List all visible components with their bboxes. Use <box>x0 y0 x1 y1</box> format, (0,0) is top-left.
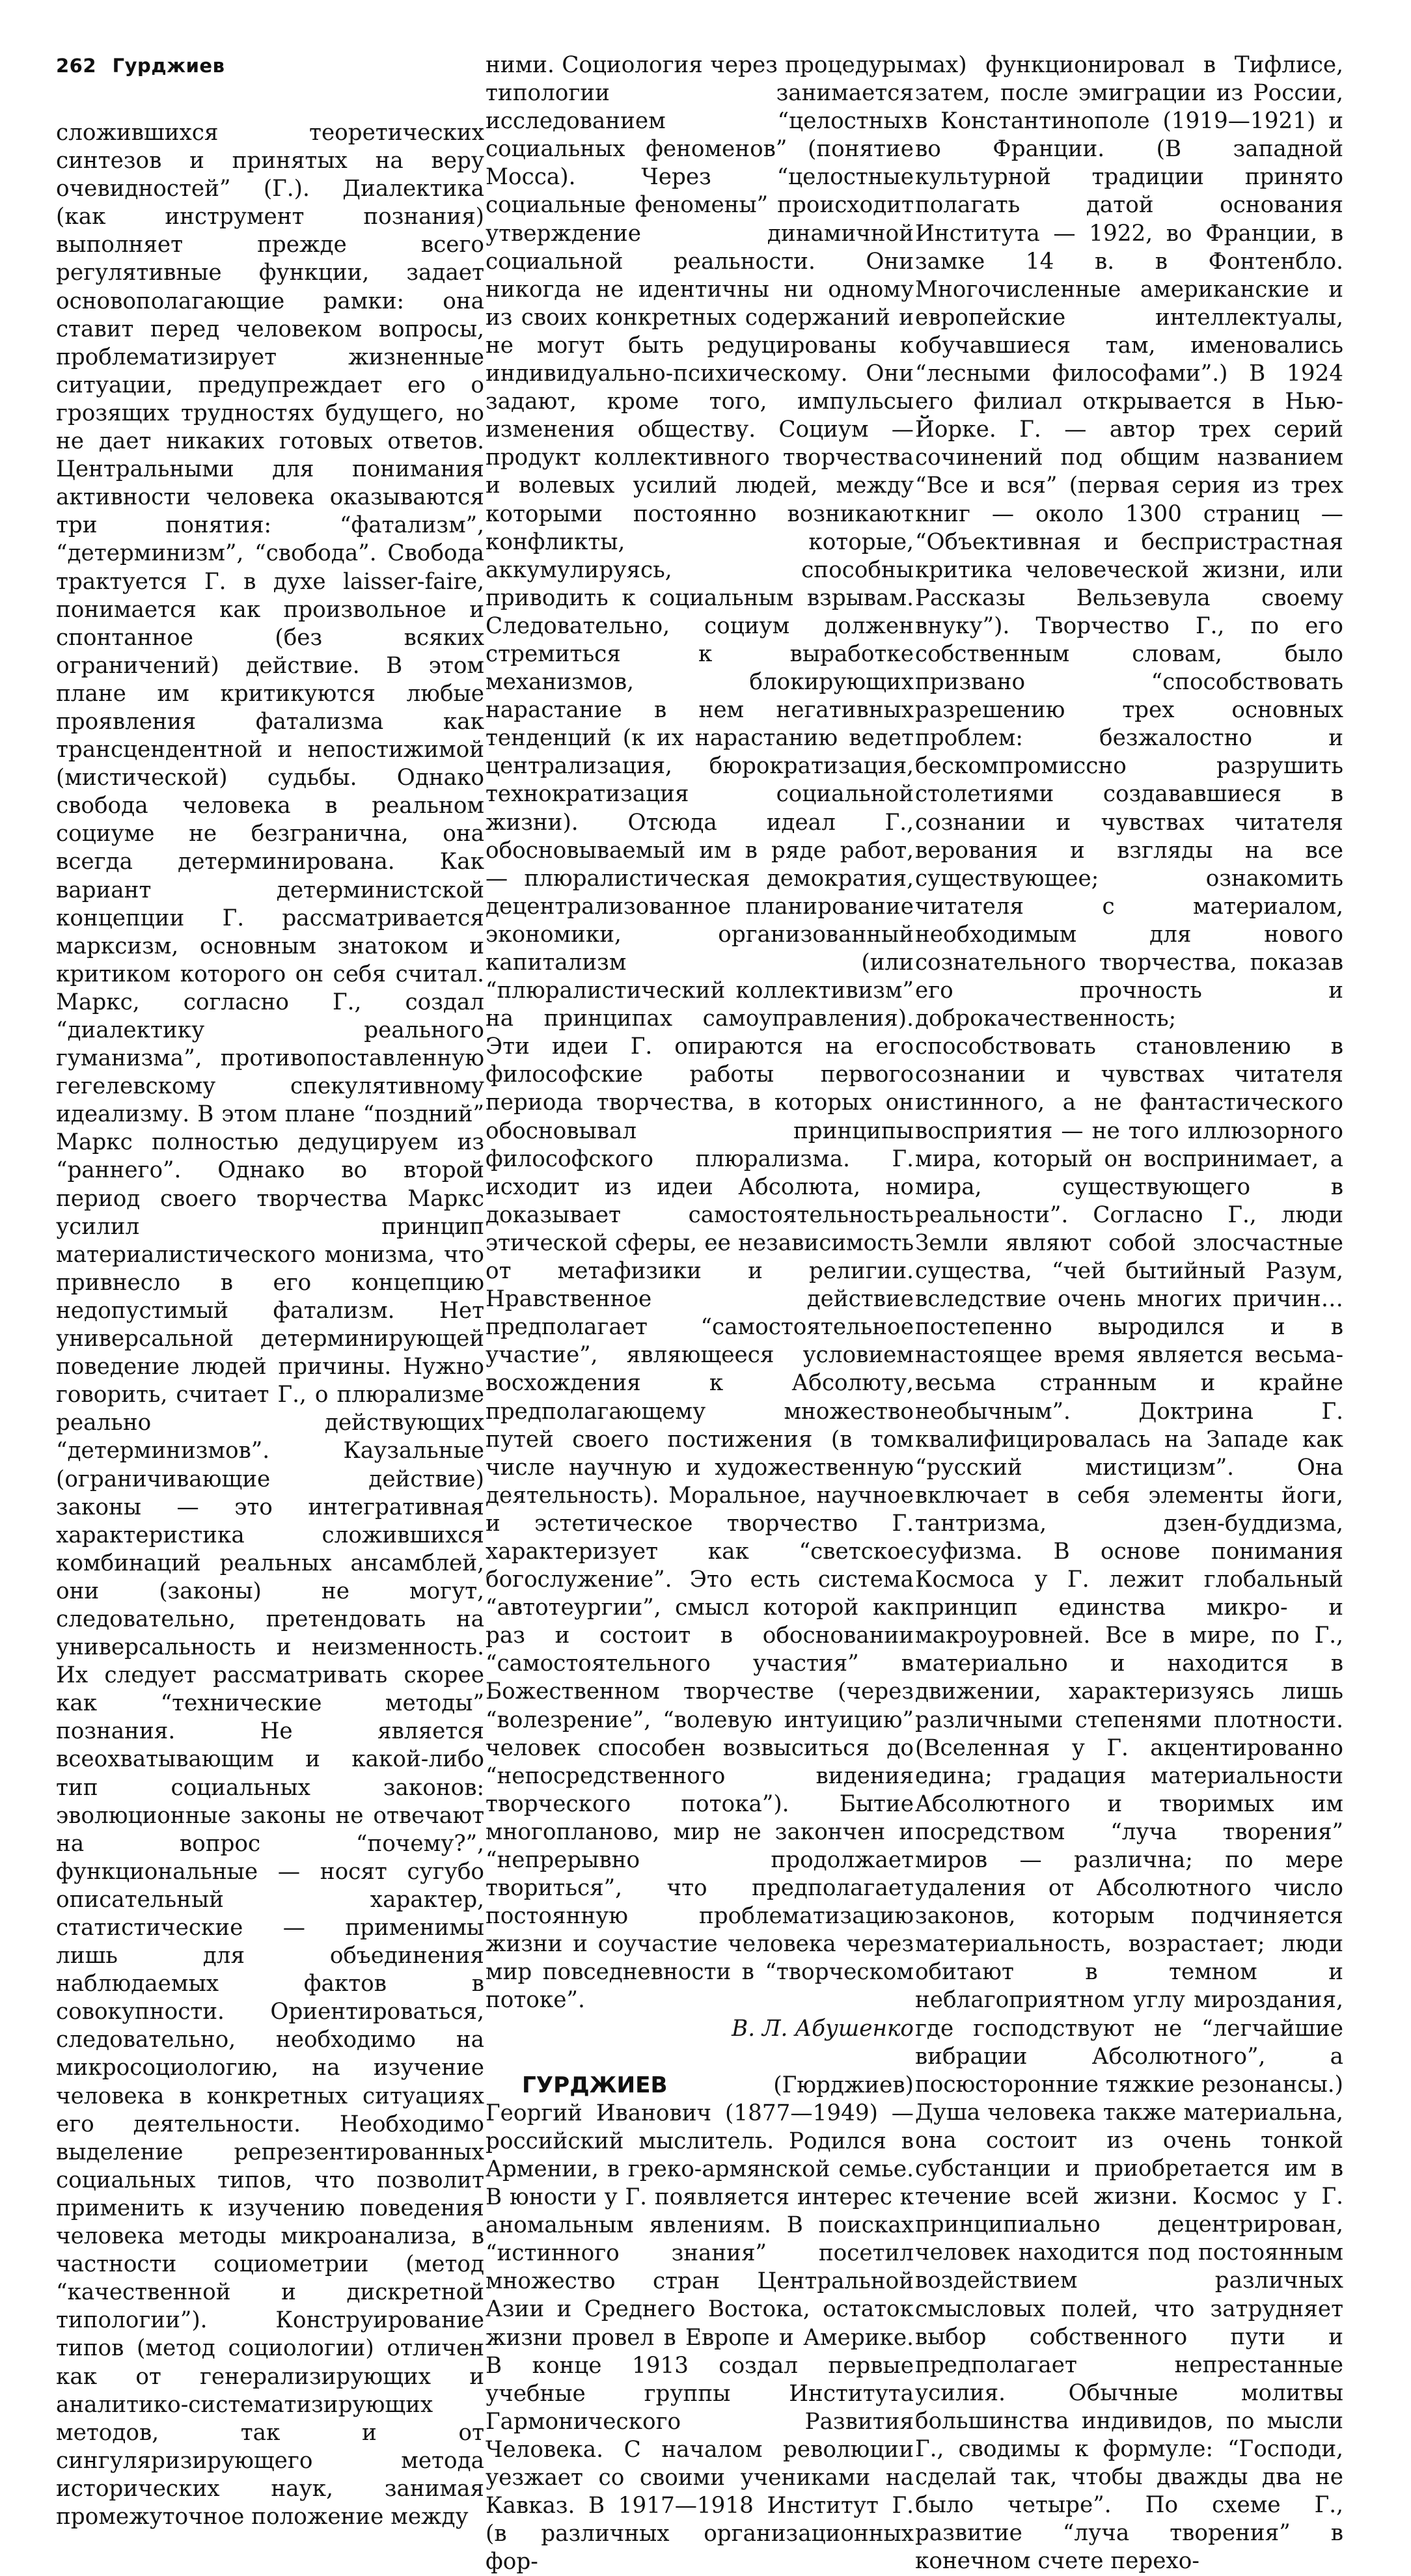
page-number: 262 <box>56 55 97 77</box>
entry-separator <box>486 2043 914 2072</box>
running-head <box>56 55 225 77</box>
text-column-right <box>915 51 1343 2575</box>
column-text: ними. Социология через процедуры типологии занимается исследованием “целостных социальных феноменов” (понятие Мосса). Через “целостные социальные феномены” происходит утверждение динамичной социальной реальности. Они никогда не идентичны ни одному из своих конкретных содержаний и не могут быть редуцированы к индивидуально-психическому. Они задают, кроме того, импульсы изменения обществу. Социум — продукт коллективного творчества и волевых усилий людей, между которыми постоянно возникают конфликты, которые, аккумулируясь, способны приводить к социальным взрывам. Следовательно, социум должен стремиться к выработке механизмов, блокирующих нарастание в нем негативных тенденций (к их нарастанию ведет централизация, бюрократизация, технократизация социальной жизни). Отсюда идеал Г., обосновываемый им в ряде работ, — плюралистическая демократия, децентрализованное планирование экономики, организованный капитализм (или “плюралистический коллективизм” на принципах самоуправления). Эти идеи Г. опираются на его философские работы первого периода творчества, в которых он обосновывал принципы философского плюрализма. Г. исходит из идеи Абсолюта, но доказывает самостоятельность этической сферы, ее независимость от метафизики и религии. Нравственное действие предполагает “самостоятельное участие”, являющееся условием восхождения к Абсолюту, предполагающему множество путей своего постижения (в том числе научную и художественную деятельность). Моральное, научное и эстетическое творчество Г. характеризует как “светское богослужение”. Это есть система “автотеургии”, смысл которой как раз и состоит в обосновании “самостоятельного участия” в Божественном творчестве (через “волезрение”, “волевую интуицию” человек способен возвыситься до “непосредственного видения творческого потока”). Бытие многопланово, мир не закончен и “непрерывно продолжает твориться”, что предполагает постоянную проблематизацию жизни и соучастие человека через мир повседневности в “творческом потоке”. <box>486 52 914 2014</box>
text-column-middle <box>486 51 914 2576</box>
column-text: мах) функционировал в Тифлисе, затем, после эмиграции из России, в Константинополе (1919—1921) и во Франции. (В западной культурной традиции принято полагать датой основания Института — 1922, во Франции, в замке 14 в. в Фонтенбло. Многочисленные американские и европейские интеллектуалы, обучавшиеся там, именовались “лесными философами”.) В 1924 его филиал открывается в Нью-Йорке. Г. — автор трех серий сочинений под общим названием “Все и вся” (первая серия из трех книг — около 1300 страниц — “Объективная и беспристрастная критика человеческой жизни, или Рассказы Вельзевула своему внуку”). Творчество Г., по его собственным словам, было призвано “способствовать разрешению трех основных проблем: безжалостно и бескомпромиссно разрушить столетиями создававшиеся в сознании и чувствах читателя верования и взгляды на все существующее; ознакомить читателя с материалом, необходимым для нового сознательного творчества, показав его прочность и доброкачественность; способствовать становлению в сознании и чувствах читателя истинного, а не фантастического восприятия — не того иллюзорного мира, который он воспринимает, а мира, существующего в реальности”. Согласно Г., люди Земли являют собой злосчастные существа, “чей бытийный Разум, вследствие очень многих причин… постепенно выродился и в настоящее время является весьма-весьма странным и крайне необычным”. Доктрина Г. квалифицировалась на Западе как “русский мистицизм”. Она включает в себя элементы йоги, тантризма, дзен-буддизма, суфизма. В основе понимания Космоса у Г. лежит глобальный принцип единства микро- и макроуровней. Все в мире, по Г., материально и находится в движении, характеризуясь лишь различными степенями плотности. (Вселенная у Г. акцентированно едина; градация материальности Абсолютного и творимых им посредством “луча творения” миров — различна; по мере удаления от Абсолютного число законов, которым подчиняется материальность, возрастает; люди обитают в темном и неблагоприятном углу мироздания, где господствуют не “легчайшие вибрации Абсолютного”, а посюсторонние тяжкие резонансы.) Душа человека также материальна, она состоит из очень тонкой субстанции и приобретается им в течение всей жизни. Космос у Г. принципиально децентрирован, человек находится под постоянным воздействием различных смысловых полей, что затрудняет выбор собственного пути и предполагает непрестанные усилия. Обычные молитвы большинства индивидов, по мысли Г., сводимы к формуле: “Господи, сделай так, чтобы дважды два не было четыре”. По схеме Г., развитие “луча творения” в конечном счете перехо- <box>915 52 1343 2575</box>
entry-text: (Гюрджиев) Георгий Иванович (1877—1949) — российский мыслитель. Родился в Армении, в греко-армянской семье. В юности у Г. появляется интерес к аномальным явлениям. В поисках “истинного знания” посетил множество стран Центральной Азии и Среднего Востока, остаток жизни провел в Европе и Америке. В конце 1913 создал первые учебные группы Института Гармонического Развития Человека. С началом революции уезжает со своими учениками на Кавказ. В 1917—1918 Институт Г. (в различных организационных фор- <box>486 2072 914 2575</box>
entry-paragraph <box>486 2072 914 2576</box>
text-column-left <box>56 119 484 2531</box>
author-signature: В. Л. Абушенко <box>732 2015 914 2042</box>
entry-lemma: ГУРДЖИЕВ <box>522 2072 668 2098</box>
running-title: Гурджиев <box>112 55 225 77</box>
column-text: сложившихся теоретических синтезов и принятых на веру очевидностей” (Г.). Диалектика (как инструмент познания) выполняет прежде всего регулятивные функции, задает основополагающие рамки: она ставит перед человеком вопросы, проблематизирует жизненные ситуации, предупреждает его о грозящих трудностях будущего, но не дает никаких готовых ответов. Центральными для понимания активности человека оказываются три понятия: “фатализм”, “детерминизм”, “свобода”. Свобода трактуется Г. в духе laisser-faire, понимается как произвольное и спонтанное (без всяких ограничений) действие. В этом плане им критикуются любые проявления фатализма как трансцендентной и непостижимой (мистической) судьбы. Однако свобода человека в реальном социуме не безгранична, она всегда детерминирована. Как вариант детерминистской концепции Г. рассматривается марксизм, основным знатоком и критиком которого он себя считал. Маркс, согласно Г., создал “диалектику реального гуманизма”, противопоставленную гегелевскому спекулятивному идеализму. В этом плане “поздний” Маркс полностью дедуцируем из “раннего”. Однако во второй период своего творчества Маркс усилил принцип материалистического монизма, что привнесло в его концепцию недопустимый фатализм. Нет универсальной детерминирующей поведение людей причины. Нужно говорить, считает Г., о плюрализме реально действующих “детерминизмов”. Каузальные (ограничивающие действие) законы — это интегративная характеристика сложившихся комбинаций реальных ансамблей, они (законы) не могут, следовательно, претендовать на универсальность и неизменность. Их следует рассматривать скорее как “технические методы” познания. Не является всеохватывающим и какой-либо тип социальных законов: эволюционные законы не отвечают на вопрос “почему?”, функциональные — носят сугубо описательный характер, статистические — применимы лишь для объединения наблюдаемых фактов в совокупности. Ориентироваться, следовательно, необходимо на микросоциологию, на изучение человека в конкретных ситуациях его деятельности. Необходимо выделение репрезентированных социальных типов, что позволит применить к изучению поведения человека методы микроанализа, в частности социометрии (метод “качественной и дискретной типологии”). Конструирование типов (метод социологии) отличен как от генерализирующих и аналитико-систематизирующих методов, так и от сингуляризирующего метода исторических наук, занимая промежуточное положение между <box>56 120 484 2530</box>
